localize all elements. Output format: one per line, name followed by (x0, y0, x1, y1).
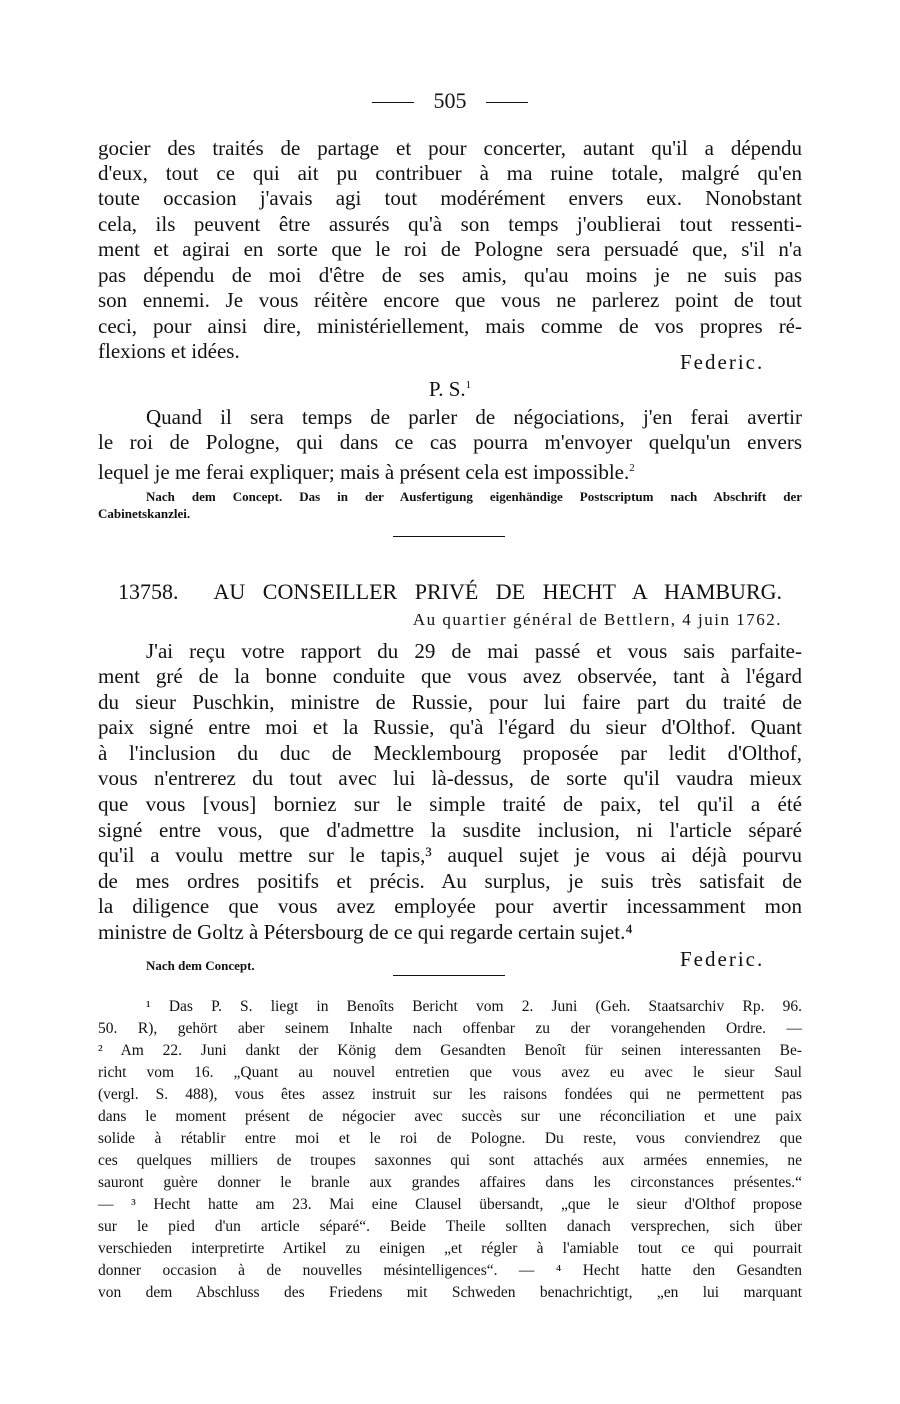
letter2-place-date: Au quartier général de Bettlern, 4 juin 1762. (412, 610, 782, 629)
letter2-line: signé entre vous, que d'admettre la susdite inclusion, ni l'article séparé (98, 818, 802, 842)
footnote-line: (vergl. S. 488), vous êtes assez instruit sur les raisons fondées qui ne permettent pas (98, 1086, 802, 1103)
letter1-source-note: Nach dem Concept. Das in der Ausfertigung eigenhändige Postscriptum nach Abschrift der (146, 489, 802, 504)
footnote-line: richt vom 16. „Quant au nouvel entretien que vous avez eu avec le sieur Saul (98, 1064, 802, 1081)
footnote-line: von dem Abschluss des Friedens mit Schweden benachrichtigt, „en lui marquant (98, 1284, 802, 1301)
letter2-line: de mes ordres positifs et précis. Au surplus, je suis très satisfait de (98, 869, 802, 893)
footnote-line: donner occasion à de nouvelles mésintelligences“. — ⁴ Hecht hatte den Gesandten (98, 1262, 802, 1279)
letter1-signature: Federic. (680, 350, 765, 374)
section-divider (393, 536, 505, 537)
letter1-line: pas dépendu de moi d'être de ses amis, qu'au moins je ne suis pas (98, 263, 802, 287)
letter1-line: toute occasion j'avais agi tout modérément envers eux. Nonobstant (98, 186, 802, 210)
letter1-line: ceci, pour ainsi dire, ministériellement, mais comme de vos propres ré- (98, 314, 802, 338)
letter2-line: du sieur Puschkin, ministre de Russie, pour lui faire part du traité de (98, 690, 802, 714)
page-number: 505 (433, 88, 467, 113)
page-header (0, 88, 900, 114)
letter2-title: AU CONSEILLER PRIVÉ DE HECHT A HAMBURG. (213, 579, 783, 604)
postscript-line-last: lequel je me ferai expliquer; mais à présent cela est impossible.$^2$ (98, 460, 635, 484)
letter2-signature: Federic. (680, 947, 765, 971)
postscript-line: Quand il sera temps de parler de négociations, j'en ferai avertir (146, 405, 802, 429)
letter1-source-note: Cabinetskanzlei. (98, 506, 191, 521)
header-rule-left (372, 102, 414, 103)
postscript-line: le roi de Pologne, qui dans ce cas pourra m'envoyer quelqu'un envers (98, 430, 802, 454)
letter1-line: cela, ils peuvent être assurés qu'à son temps j'oublierai tout ressenti- (98, 212, 802, 236)
postscript-footnote-ref-2: 2 (629, 462, 635, 474)
header-rule-right (486, 102, 528, 103)
footnote-divider (393, 975, 505, 976)
letter2-line: J'ai reçu votre rapport du 29 de mai passé et vous sais parfaite- (146, 639, 802, 663)
letter2-line: ment gré de la bonne conduite que vous avez observée, tant à l'égard (98, 664, 802, 688)
footnote-line: sauront guère donner le branle aux grandes affaires dans les circonstances présentes.“ (98, 1174, 802, 1191)
footnote-line: ¹ Das P. S. liegt in Benoîts Bericht vom 2. Juni (Geh. Staatsarchiv Rp. 96. (146, 998, 802, 1015)
footnote-line: verschieden interpretirte Artikel zu einigen „et régler à l'amiable tout ce qui pourrait (98, 1240, 802, 1257)
footnote-line: ces quelques milliers de troupes saxonnes qui sont attachés aux armées ennemies, ne (98, 1152, 802, 1169)
letter2-number: 13758. (118, 579, 179, 604)
letter2-heading (118, 579, 782, 605)
letter2-line: à l'inclusion du duc de Mecklembourg proposée par ledit d'Olthof, (98, 741, 802, 765)
footnote-line: dans le moment présent de négocier avec succès sur une réconciliation et une paix (98, 1108, 802, 1125)
letter2-line: la diligence que vous avez employée pour avertir incessamment mon (98, 894, 802, 918)
footnote-line: sur le pied d'un article séparé“. Beide Theile sollten danach versprechen, sich über (98, 1218, 802, 1235)
letter1-line: d'eux, tout ce qui ait pu contribuer à ma ruine totale, malgré qu'en (98, 161, 802, 185)
letter1-line: flexions et idées. (98, 339, 240, 363)
footnote-line: solide à rétablir entre moi et le roi de Pologne. Du reste, vous conviendrez que (98, 1130, 802, 1147)
letter1-line: son ennemi. Je vous réitère encore que vous ne parlerez point de tout (98, 288, 802, 312)
letter1-line: ment et agirai en sorte que le roi de Pologne sera persuadé que, s'il n'a (98, 237, 802, 261)
postscript-heading: P. S.$^1$ (428, 377, 472, 401)
letter2-line: qu'il a voulu mettre sur le tapis,³ auquel sujet je vous ai déjà pourvu (98, 843, 802, 867)
footnote-line: — ³ Hecht hatte am 23. Mai eine Clausel übersandt, „que le sieur d'Olthof propose (98, 1196, 802, 1213)
footnote-line: ² Am 22. Juni dankt der König dem Gesandten Benoît für seinen interessanten Be- (98, 1042, 802, 1059)
footnote-line: 50. R), gehört aber seinem Inhalte nach offenbar zu der vorangehenden Ordre. — (98, 1020, 802, 1037)
postscript-footnote-ref: 1 (465, 379, 472, 391)
letter2-line: vous n'entrerez du tout avec lui là-dessus, de sorte qu'il vaudra mieux (98, 766, 802, 790)
letter2-line: que vous [vous] borniez sur le simple traité de paix, tel qu'il a été (98, 792, 802, 816)
letter2-source-note: Nach dem Concept. (146, 958, 255, 973)
letter1-line: gocier des traités de partage et pour concerter, autant qu'il a dépendu (98, 136, 802, 160)
letter2-line: paix signé entre moi et la Russie, qu'à l'égard du sieur d'Olthof. Quant (98, 715, 802, 739)
letter2-line: ministre de Goltz à Pétersbourg de ce qui regarde certain sujet.⁴ (98, 920, 633, 944)
